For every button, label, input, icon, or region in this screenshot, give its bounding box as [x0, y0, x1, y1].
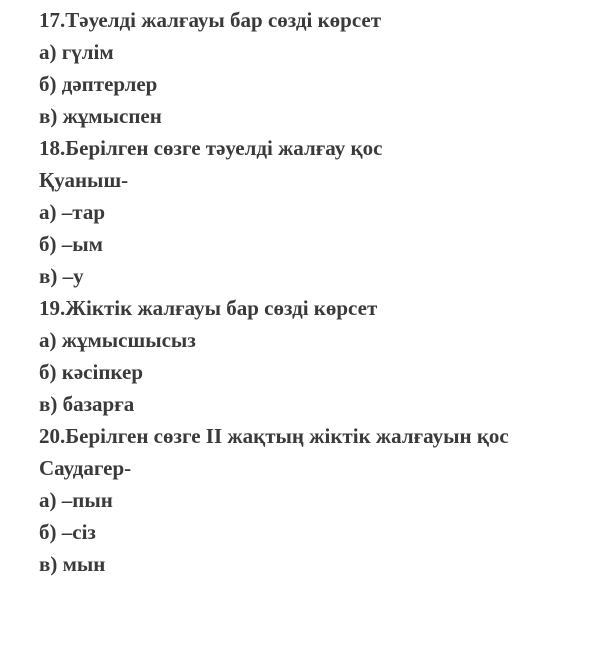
- question-number: 17.: [39, 8, 66, 32]
- question-18-heading: [39, 132, 605, 164]
- question-text: Берілген сөзге II жақтың жіктік жалғауын қос: [65, 424, 509, 448]
- answer-option: б) кәсіпкер: [39, 360, 143, 384]
- answer-option: в) жұмыспен: [39, 104, 162, 128]
- question-17-heading: [39, 4, 605, 36]
- answer-option: в) базарға: [39, 392, 135, 416]
- answer-option: б) –ым: [39, 232, 103, 256]
- question-prompt-word: Саудагер-: [39, 456, 132, 480]
- question-text: Тәуелді жалғауы бар сөзді көрсет: [65, 8, 382, 32]
- question-number: 18.: [39, 136, 66, 160]
- answer-option: б) –сіз: [39, 520, 96, 544]
- question-number: 19.: [39, 296, 66, 320]
- question-prompt-word: Қуаныш-: [39, 168, 129, 192]
- answer-option: а) жұмысшысыз: [39, 328, 196, 352]
- answer-option: в) мын: [39, 552, 106, 576]
- answer-option: а) –тар: [39, 200, 105, 224]
- answer-option: б) дәптерлер: [39, 72, 158, 96]
- question-19-heading: [39, 292, 605, 324]
- answer-option: а) –пын: [39, 488, 113, 512]
- question-text: Берілген сөзге тәуелді жалғау қос: [65, 136, 383, 160]
- question-number: 20.: [39, 424, 66, 448]
- question-20-heading: [39, 420, 605, 452]
- question-text: Жіктік жалғауы бар сөзді көрсет: [65, 296, 378, 320]
- answer-option: в) –у: [39, 264, 84, 288]
- answer-option: а) гүлім: [39, 40, 114, 64]
- quiz-document: [39, 4, 605, 580]
